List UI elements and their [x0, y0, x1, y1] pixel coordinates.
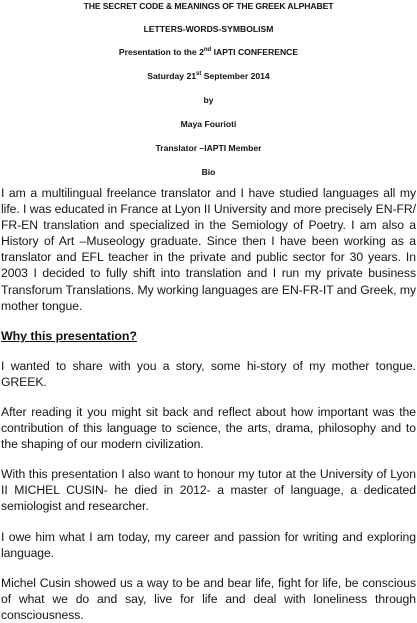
- author-name: Maya Fourioti: [180, 119, 237, 129]
- presentation-line-pre: Presentation to the 2: [118, 47, 204, 57]
- date-line: [1, 70, 416, 82]
- document-header: [1, 0, 416, 178]
- paragraph-4: I owe him what I am today, my career and passion for writing and exploring language.: [1, 529, 416, 560]
- paragraph-2: After reading it you might sit back and reflect about how important was the contribution of this language to science, the arts, drama, philosophy and to the shaping of our modern civilization.: [1, 404, 416, 452]
- author-role: Translator –IAPTI Member: [155, 143, 262, 153]
- date-line-post: September 2014: [201, 71, 270, 81]
- bio-heading: Bio: [201, 167, 216, 177]
- document-body: [1, 185, 416, 623]
- presentation-line-post: IAPTI CONFERENCE: [211, 47, 299, 57]
- by-line: by: [203, 95, 214, 105]
- document-subtitle: LETTERS-WORDS-SYMBOLISM: [143, 24, 274, 34]
- date-ordinal-suffix: st: [196, 71, 202, 77]
- presentation-line: [1, 46, 416, 58]
- paragraph-1: I wanted to share with you a story, some hi-story of my mother tongue. GREEK.: [1, 358, 416, 389]
- bio-paragraph: I am a multilingual freelance translator and I have studied languages all my life. I was educated in France at Lyon II University and more precisely EN-FR/ FR-EN translation and specialized in the Semiology of Poetry. I am also a History of Art –Museology graduate. Since then I have been working as a translator and EFL teacher in the private and public sector for 30 years. In 2003 I decided to fully shift into translation and I run my private business Transforum Translations. My working languages are EN-FR-IT and Greek, my mother tongue.: [1, 186, 416, 313]
- paragraph-3: With this presentation I also want to honour my tutor at the University of Lyon II MICHEL CUSIN- he died in 2012- a master of language, a dedicated semiologist and researcher.: [1, 467, 416, 514]
- paragraph-5: Michel Cusin showed us a way to be and bear life, fight for life, be conscious of what we do and say, live for life and deal with loneliness through consciousness.: [1, 575, 416, 622]
- section-heading: Why this presentation?: [1, 328, 137, 343]
- date-line-pre: Saturday 21: [147, 71, 197, 81]
- presentation-ordinal-suffix: nd: [203, 47, 212, 53]
- document-title: THE SECRET CODE & MEANINGS OF THE GREEK ALPHABET: [83, 1, 334, 11]
